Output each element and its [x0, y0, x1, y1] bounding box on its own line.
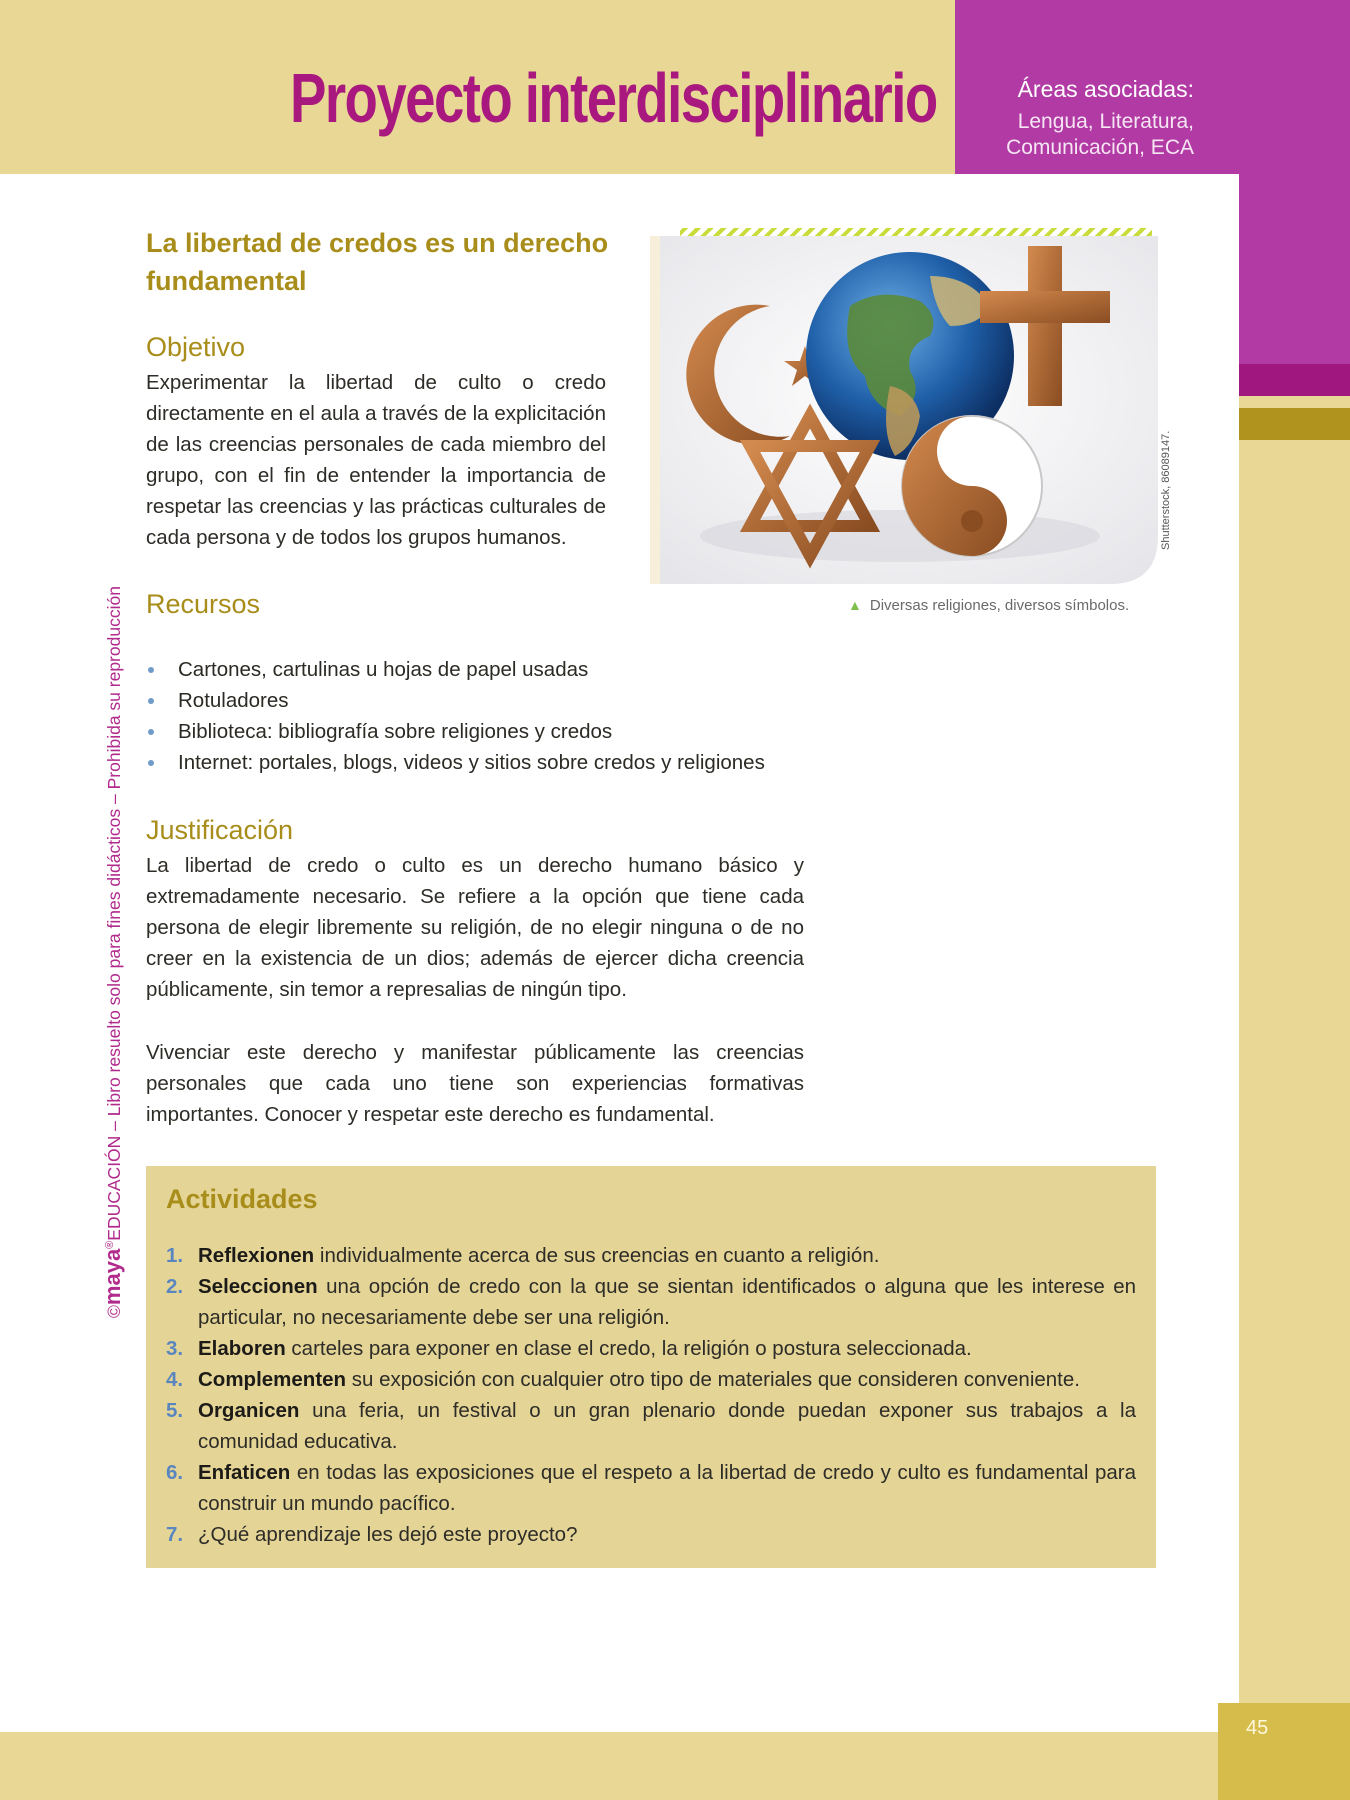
registered-mark: ®: [104, 1240, 117, 1249]
religion-symbols-illustration: [650, 236, 1158, 584]
areas-title: Áreas asociadas:: [1017, 76, 1194, 102]
activity-verb: Complementen: [198, 1368, 347, 1391]
list-item: [166, 1364, 1136, 1395]
page-number-box: [1218, 1703, 1350, 1800]
activity-number: 1.: [166, 1244, 184, 1267]
objective-heading: Objetivo: [146, 332, 246, 362]
side-copyright: [100, 586, 126, 1318]
activity-verb: Reflexionen: [198, 1244, 315, 1267]
activities-box: [146, 1166, 1156, 1568]
list-item: Internet: portales, blogs, videos y sitios sobre credos y religiones: [146, 747, 765, 778]
justification-paragraph-2: Vivenciar este derecho y manifestar públicamente las creencias personales que cada uno tiene son experiencias formativas importantes. Conocer y respetar este derecho es fundamental.: [146, 1041, 804, 1126]
activity-text: una feria, un festival o un gran plenario donde puedan exponer sus trabajos a la comunidad educativa.: [198, 1399, 1136, 1453]
list-item: Biblioteca: bibliografía sobre religiones y credos: [146, 716, 765, 747]
list-item: [166, 1333, 1136, 1364]
activity-number: 6.: [166, 1461, 184, 1484]
caption-text: Diversas religiones, diversos símbolos.: [869, 597, 1130, 614]
associated-areas-box: [955, 0, 1239, 174]
page-number: 45: [1246, 1717, 1269, 1739]
activity-text: su exposición con cualquier otro tipo de materiales que consideren conveniente.: [346, 1368, 1080, 1391]
activity-text: ¿Qué aprendizaje les dejó este proyecto?: [198, 1523, 578, 1546]
justification-heading: Justificación: [146, 815, 294, 845]
brand-logo: maya: [100, 1248, 125, 1306]
list-item: [166, 1457, 1136, 1519]
activity-verb: Enfaticen: [198, 1461, 291, 1484]
list-item: [166, 1395, 1136, 1457]
justification-paragraph-1: La libertad de credo o culto es un derecho humano básico y extremadamente necesario. Se refiere a la opción que tiene cada persona de elegir libremente su religión, de no elegir ninguna o de no creer en la existencia de un dios; además de ejercer dicha creencia públicamente, sin temor a represalias de ningún tipo.: [146, 854, 804, 1001]
activity-number: 3.: [166, 1337, 184, 1360]
activity-verb: Seleccionen: [198, 1275, 318, 1298]
activities-list: [166, 1240, 1136, 1550]
photo-left-edge: [650, 236, 660, 584]
caption-triangle-icon: ▲: [848, 597, 862, 613]
activity-verb: Organicen: [198, 1399, 300, 1422]
activity-number: 5.: [166, 1399, 184, 1422]
list-item: [166, 1519, 1136, 1550]
activity-text: carteles para exponer en clase el credo, la religión o postura seleccionada.: [285, 1337, 972, 1360]
activity-text: una opción de credo con la que se sientan identificados o alguna que les interese en particular, no necesariamente debe ser una religión.: [198, 1275, 1136, 1329]
yin-yang-icon: [902, 416, 1042, 556]
objective-text: Experimentar la libertad de culto o credo directamente en el aula a través de la explicitación de las creencias personales de cada miembro del grupo, con el fin de entender la importancia de respetar las creencias y las prácticas culturales de cada persona y de todos los grupos humanos.: [146, 371, 606, 549]
areas-line-2: Comunicación, ECA: [1006, 136, 1194, 159]
activity-number: 7.: [166, 1523, 184, 1546]
resources-list: [146, 654, 765, 778]
activities-heading: Actividades: [166, 1184, 318, 1214]
photo-credit: Shutterstock, 86089147.: [1160, 430, 1172, 550]
page-title: Proyecto interdisciplinario: [290, 59, 937, 137]
copyright-symbol: ©: [104, 1305, 124, 1318]
list-item: Cartones, cartulinas u hojas de papel usadas: [146, 654, 765, 685]
activity-text: en todas las exposiciones que el respeto a la libertad de credo y culto es fundamental para construir un mundo pacífico.: [198, 1461, 1136, 1515]
list-item: [166, 1271, 1136, 1333]
right-accent-strip-magenta: [1239, 0, 1350, 364]
photo-caption: [848, 597, 1129, 614]
section-main-title: La libertad de credos es un derecho fundamental: [146, 228, 609, 296]
resources-heading: Recursos: [146, 589, 261, 619]
footer-band: [0, 1732, 1350, 1800]
areas-line-1: Lengua, Literatura,: [1017, 110, 1194, 133]
activity-text: individualmente acerca de sus creencias en cuanto a religión.: [314, 1244, 880, 1267]
activity-verb: Elaboren: [198, 1337, 286, 1360]
list-item: [166, 1240, 1136, 1271]
copyright-text: EDUCACIÓN – Libro resuelto solo para fines didácticos – Prohibida su reproducción: [104, 586, 124, 1241]
right-accent-strip-gold: [1239, 408, 1350, 440]
religions-symbols-image: [650, 236, 1158, 584]
right-accent-strip-dark-magenta: [1239, 364, 1350, 396]
activity-number: 4.: [166, 1368, 184, 1391]
activity-number: 2.: [166, 1275, 184, 1298]
list-item: Rotuladores: [146, 685, 765, 716]
